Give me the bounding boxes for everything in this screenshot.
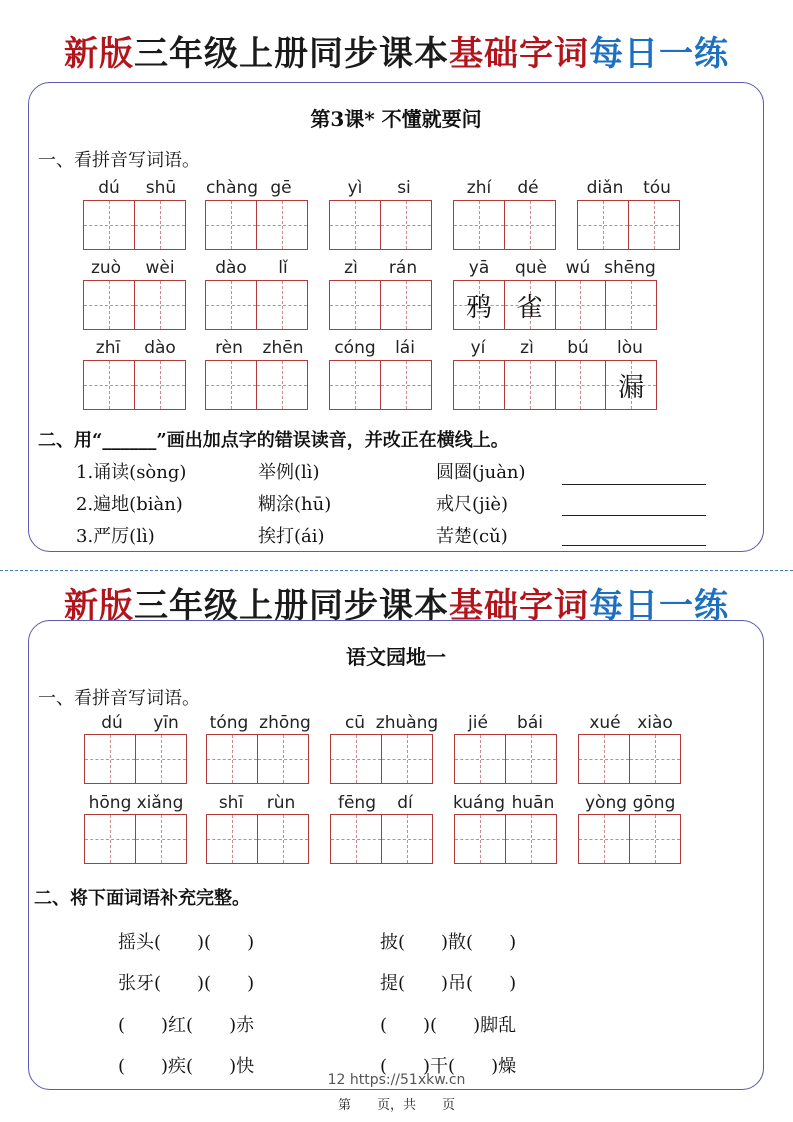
- pinyin: kuáng: [452, 793, 506, 813]
- idiom-fill-item[interactable]: ( )( )脚乱: [380, 1015, 517, 1036]
- writing-grid[interactable]: [578, 814, 681, 864]
- pinyin: dí: [397, 793, 413, 813]
- writing-grid[interactable]: [206, 734, 309, 784]
- section2-suffix: ”画出加点字的错误读音，并改正在横线上。: [156, 430, 509, 451]
- pinyin: xué: [589, 713, 621, 733]
- pinyin: zhuàng: [375, 713, 439, 733]
- writing-grid[interactable]: [330, 734, 433, 784]
- writing-grid[interactable]: [84, 734, 187, 784]
- answer-line[interactable]: [562, 484, 706, 485]
- pinyin: zì: [520, 338, 534, 358]
- pinyin: lòu: [617, 338, 643, 358]
- question-item: 圆圈(juàn): [436, 462, 526, 483]
- writing-grid[interactable]: [329, 200, 432, 250]
- writing-grid[interactable]: [205, 200, 308, 250]
- idiom-fill-item[interactable]: ( )疾( )快: [118, 1056, 255, 1077]
- pinyin: dào: [144, 338, 176, 358]
- writing-grid[interactable]: [84, 814, 187, 864]
- question-item: 苦楚(cǔ): [436, 526, 508, 547]
- banner-part2: 三年级上册同步课本: [134, 34, 449, 74]
- pinyin: yīn: [153, 713, 179, 733]
- pinyin: zhī: [95, 338, 121, 358]
- writing-grid[interactable]: [454, 814, 557, 864]
- section2-blank: ______: [102, 430, 157, 451]
- writing-grid[interactable]: [578, 734, 681, 784]
- writing-grid[interactable]: [330, 814, 433, 864]
- pinyin: rèn: [215, 338, 243, 358]
- question-item: 2.遍地(biàn): [76, 494, 183, 515]
- banner-part4: 每日一练: [589, 586, 729, 626]
- banner-part3: 基础字词: [449, 586, 589, 626]
- pinyin: shū: [145, 178, 177, 198]
- pinyin: dé: [517, 178, 539, 198]
- pinyin: yì: [347, 178, 363, 198]
- writing-grid[interactable]: [329, 360, 432, 410]
- writing-grid-long[interactable]: [453, 360, 657, 410]
- writing-grid[interactable]: [83, 360, 186, 410]
- writing-grid[interactable]: [454, 734, 557, 784]
- question-item: 糊涂(hū): [258, 494, 332, 515]
- banner-part1: 新版: [64, 34, 134, 74]
- banner-part3: 基础字词: [449, 34, 589, 74]
- writing-grid[interactable]: [205, 280, 308, 330]
- pinyin: zuò: [90, 258, 122, 278]
- section2-prefix: 二、用“: [38, 430, 103, 451]
- pinyin: dú: [101, 713, 123, 733]
- pinyin: fēng: [337, 793, 377, 813]
- lesson1-section1-heading: 一、看拼音写词语。: [38, 150, 200, 171]
- lesson2-title: 语文园地一: [346, 645, 446, 669]
- pinyin: dú: [98, 178, 120, 198]
- pinyin: zì: [344, 258, 358, 278]
- idiom-fill-item[interactable]: ( )红( )赤: [118, 1015, 255, 1036]
- writing-grid[interactable]: [329, 280, 432, 330]
- prefilled-char: 漏: [618, 372, 645, 403]
- pinyin: hōng: [88, 793, 132, 813]
- question-item: 1.诵读(sòng): [76, 462, 187, 483]
- pinyin: wèi: [145, 258, 175, 278]
- cut-line-divider: [0, 570, 793, 571]
- pinyin: bú: [567, 338, 589, 358]
- pinyin: gē: [270, 178, 292, 198]
- banner-top: [0, 26, 793, 75]
- pinyin: zhōng: [259, 713, 311, 733]
- banner-part1: 新版: [64, 586, 134, 626]
- pinyin: chàng: [205, 178, 259, 198]
- writing-grid[interactable]: [83, 200, 186, 250]
- pinyin: rán: [388, 258, 418, 278]
- pinyin: bái: [517, 713, 543, 733]
- pinyin: yí: [470, 338, 486, 358]
- pinyin: wú: [565, 258, 591, 278]
- pinyin: què: [514, 258, 548, 278]
- idiom-fill-item[interactable]: 张牙( )( ): [118, 973, 255, 994]
- writing-grid[interactable]: [83, 280, 186, 330]
- answer-line[interactable]: [562, 545, 706, 546]
- pinyin: cóng: [334, 338, 376, 358]
- pinyin: si: [397, 178, 411, 198]
- lesson2-section2-heading: 二、将下面词语补充完整。: [34, 888, 250, 909]
- answer-line[interactable]: [562, 515, 706, 516]
- pinyin: dào: [215, 258, 247, 278]
- pinyin: rùn: [266, 793, 296, 813]
- pinyin: cū: [344, 713, 366, 733]
- watermark-url: 12 https://51xkw.cn: [327, 1072, 466, 1088]
- pinyin: lái: [395, 338, 415, 358]
- pinyin: lǐ: [278, 258, 288, 278]
- writing-grid[interactable]: [577, 200, 680, 250]
- idiom-fill-item[interactable]: 摇头( )( ): [118, 932, 255, 953]
- idiom-fill-item[interactable]: ( )干( )燥: [380, 1056, 517, 1077]
- pinyin: diǎn: [586, 178, 624, 198]
- prefilled-char: 雀: [516, 292, 543, 323]
- pinyin: zhēn: [262, 338, 304, 358]
- pinyin: shī: [218, 793, 244, 813]
- pinyin: huān: [511, 793, 555, 813]
- pinyin: tóng: [209, 713, 249, 733]
- page-number: 第 页，共 页: [337, 1098, 455, 1113]
- pinyin: jié: [468, 713, 488, 733]
- banner-part4: 每日一练: [589, 34, 729, 74]
- pinyin: xiǎng: [136, 793, 184, 813]
- writing-grid[interactable]: [206, 814, 309, 864]
- pinyin: xiào: [637, 713, 673, 733]
- pinyin: yòng: [584, 793, 628, 813]
- question-item: 挨打(ái): [258, 526, 325, 547]
- idiom-fill-item[interactable]: 披( )散( ): [380, 932, 517, 953]
- pinyin: tóu: [643, 178, 671, 198]
- idiom-fill-item[interactable]: 提( )吊( ): [380, 973, 517, 994]
- pinyin: yā: [468, 258, 490, 278]
- pinyin: gōng: [632, 793, 676, 813]
- writing-grid[interactable]: [453, 200, 556, 250]
- lesson2-section1-heading: 一、看拼音写词语。: [38, 688, 200, 709]
- question-item: 3.严厉(lì): [76, 526, 155, 547]
- question-item: 举例(lì): [258, 462, 320, 483]
- pinyin: zhí: [466, 178, 492, 198]
- lesson1-section2-heading: [38, 426, 509, 452]
- prefilled-char: 鸦: [465, 292, 492, 323]
- question-item: 戒尺(jiè): [436, 494, 509, 515]
- writing-grid[interactable]: [205, 360, 308, 410]
- banner-part2: 三年级上册同步课本: [134, 586, 449, 626]
- writing-grid-long[interactable]: [453, 280, 657, 330]
- pinyin: shēng: [604, 258, 656, 278]
- lesson1-title: 第3课* 不懂就要问: [310, 107, 482, 131]
